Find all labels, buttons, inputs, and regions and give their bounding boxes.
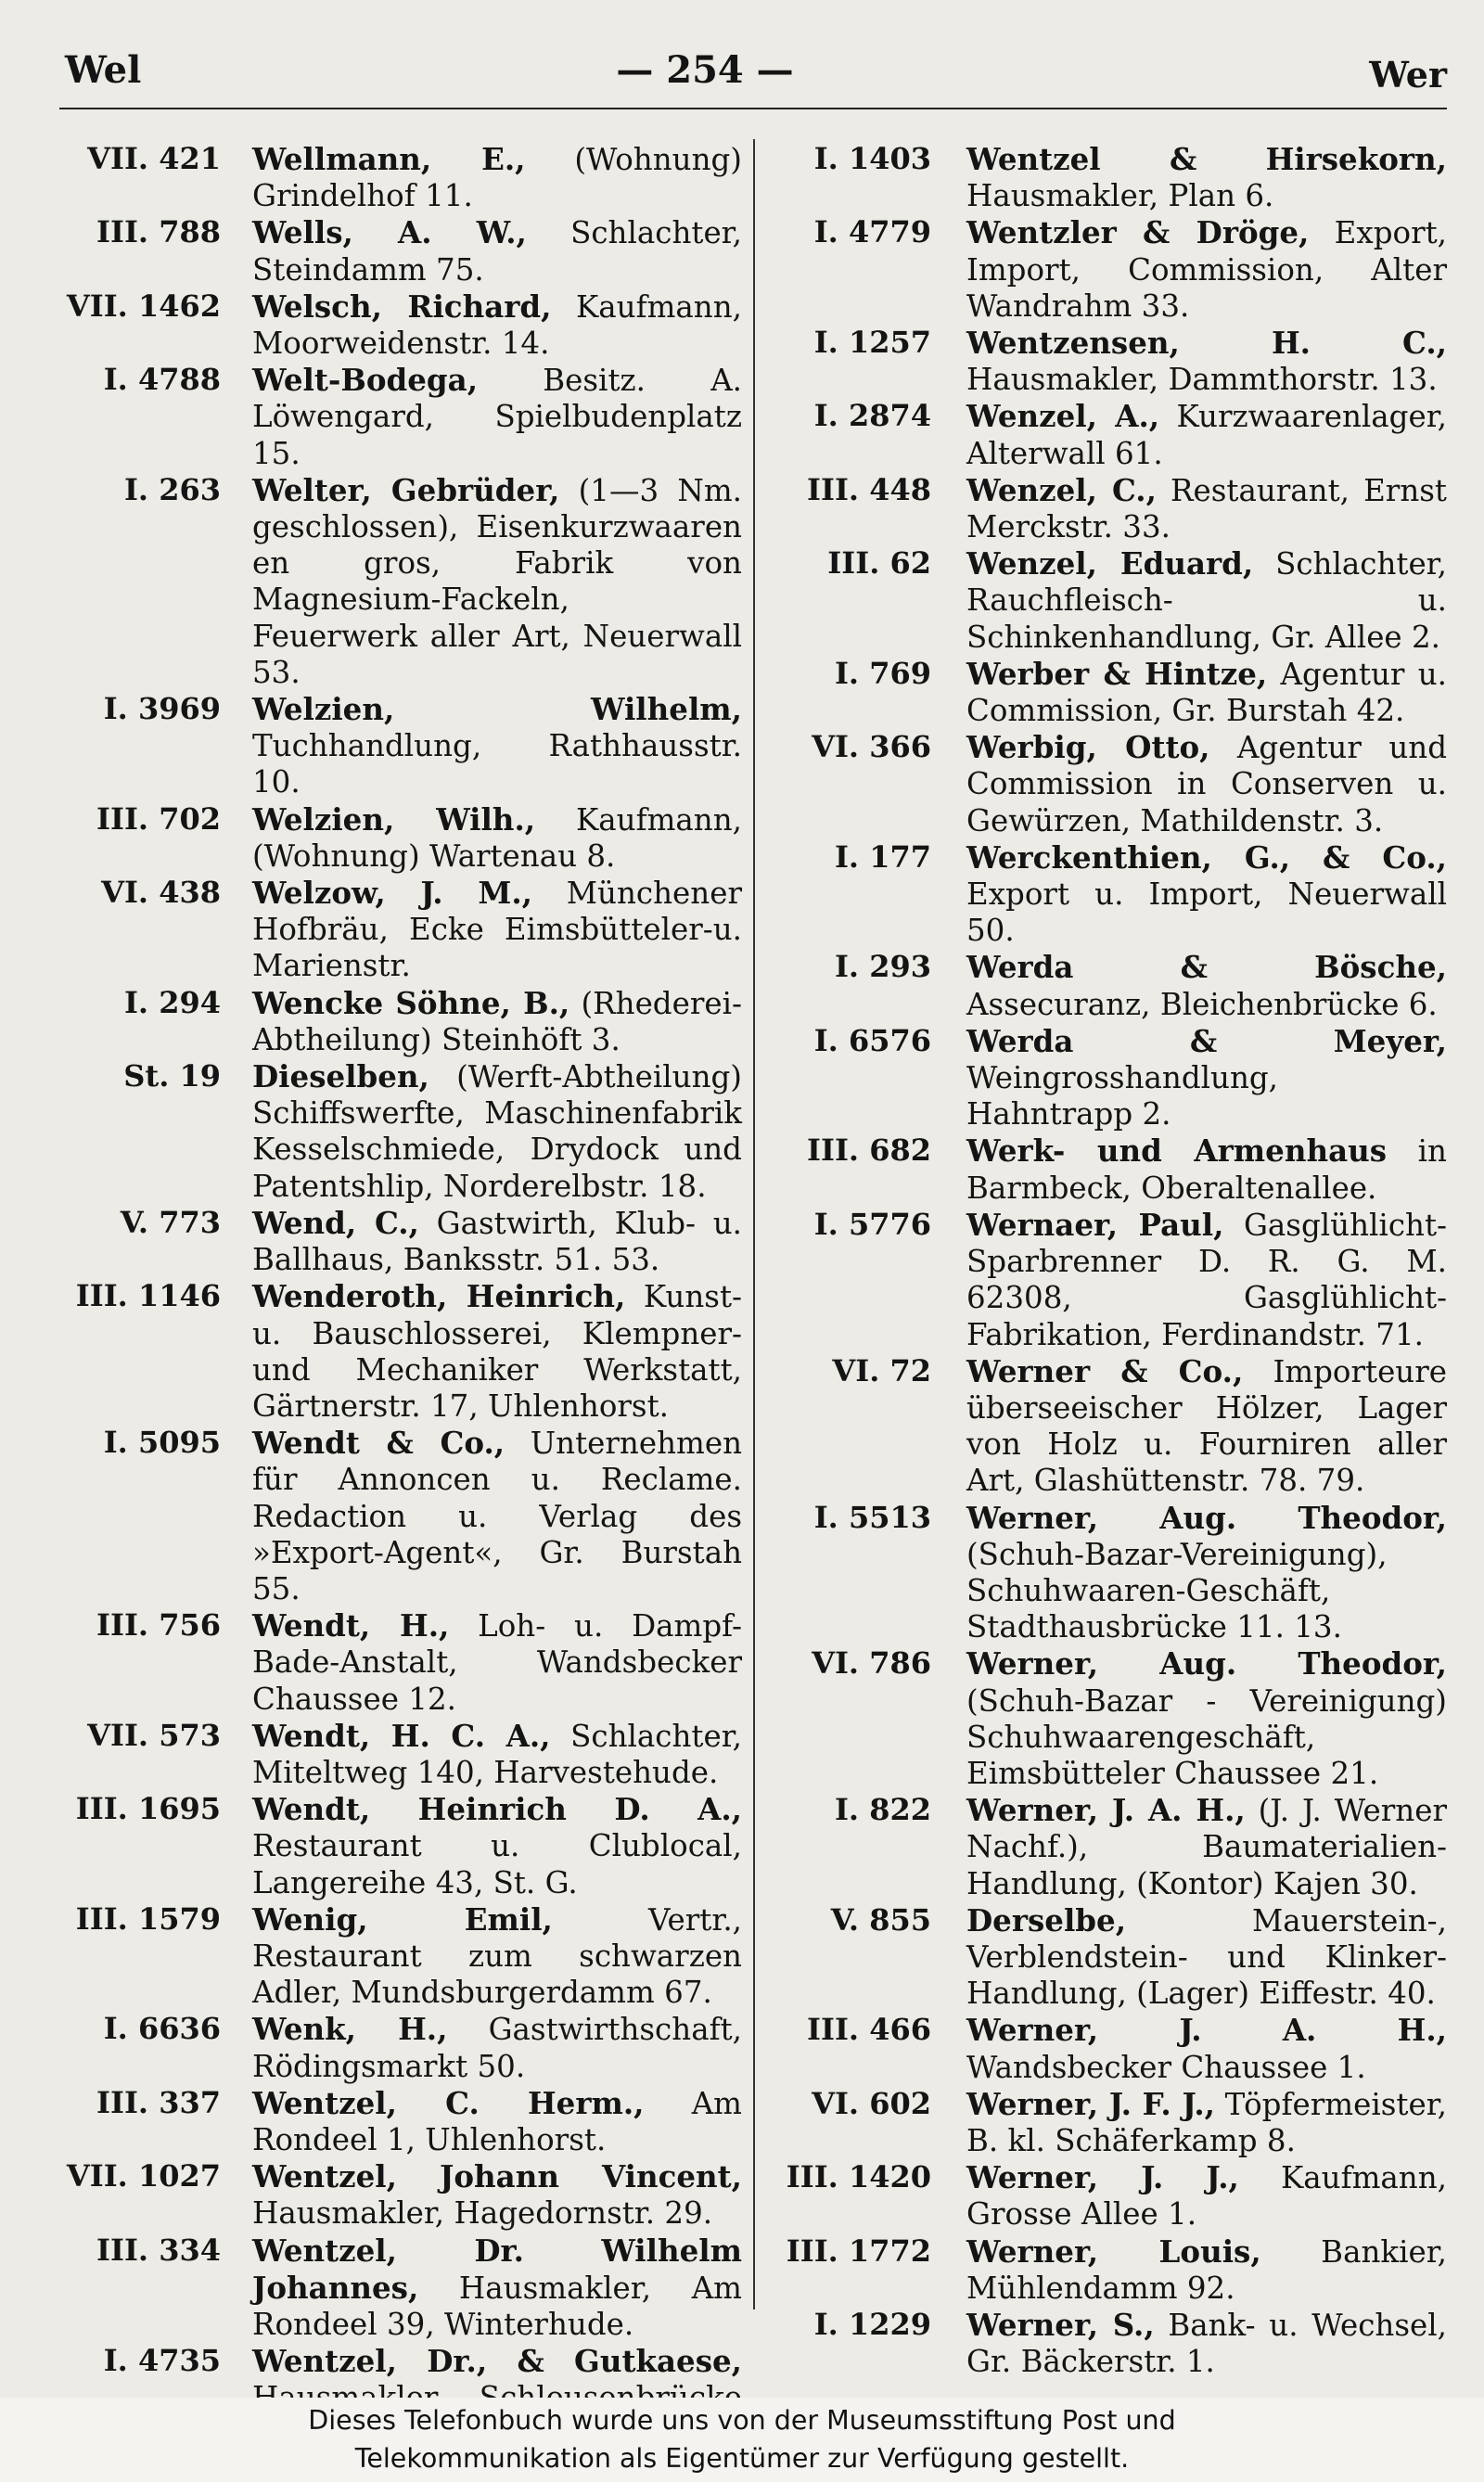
directory-entry <box>56 875 742 985</box>
phone-number: I. 1229 <box>813 2306 931 2342</box>
phone-number: VII. 1462 <box>66 288 221 324</box>
entry-name: Werber & Hintze, <box>966 655 1268 692</box>
entry-text <box>966 2307 1447 2380</box>
entry-name: Wendt, H., <box>252 1607 450 1644</box>
entry-text <box>966 1207 1447 1353</box>
entry-text <box>966 839 1447 950</box>
entry-name: Werner, J. A. H., <box>966 1792 1246 1829</box>
entry-details: Kaufmann, Grosse Allee 1. <box>966 2160 1447 2233</box>
directory-entry <box>770 2086 1447 2159</box>
entry-text <box>966 2233 1447 2307</box>
directory-entry <box>56 2158 742 2232</box>
directory-entry <box>56 985 742 1058</box>
entry-name: Welzien, Wilhelm, <box>252 691 742 728</box>
phone-number: VI. 72 <box>832 1352 931 1388</box>
entry-text <box>252 801 742 875</box>
entry-text <box>252 1901 742 2012</box>
directory-entry <box>770 656 1447 729</box>
entry-name: Werner, S., <box>966 2306 1155 2343</box>
entry-text <box>966 398 1447 471</box>
entry-text <box>252 214 742 288</box>
entry-details: Besitz. A. Löwengard, Spielbudenplatz 15. <box>252 363 742 471</box>
directory-entry <box>770 1353 1447 1500</box>
entry-name: Werckenthien, G., & Co., <box>966 838 1447 876</box>
directory-entry <box>770 949 1447 1022</box>
phone-number: III. 1772 <box>786 2233 931 2269</box>
entry-name: Wentzel, Johann Vincent, <box>252 2158 742 2195</box>
entry-name: Werner, Aug. Theodor, <box>966 1645 1447 1682</box>
phone-number: VI. 602 <box>812 2085 931 2121</box>
entry-details: (Werft-Abtheilung) Schiffswerfte, Maschinenfabrik Kesselschmiede, Drydock und Patentshlip, Norderelbstr. 18. <box>252 1059 742 1204</box>
entry-name: Welt-Bodega, <box>252 362 479 399</box>
entry-details: Hausmakler, Hagedornstr. 29. <box>252 2195 713 2232</box>
phone-number: I. 5513 <box>813 1499 931 1535</box>
phone-number: VII. 573 <box>87 1717 221 1753</box>
entry-text <box>966 1645 1447 1792</box>
directory-entry <box>770 729 1447 839</box>
entry-name: Welzow, J. M., <box>252 875 532 912</box>
phone-number: VII. 421 <box>87 141 221 176</box>
entry-details: Hausmakler, Am Rondeel 39, Winterhude. <box>252 2270 742 2342</box>
entry-text <box>252 985 742 1058</box>
entry-details: Mauerstein-, Verblendstein- und Klinker-Handlung, (Lager) Eiffestr. 40. <box>966 1902 1447 2012</box>
directory-entry <box>56 362 742 472</box>
directory-entry <box>770 1645 1447 1792</box>
entry-text <box>966 325 1447 398</box>
phone-number: V. 773 <box>120 1204 221 1240</box>
entry-details: Assecuranz, Bleichenbrücke 6. <box>966 986 1438 1022</box>
entry-name: Dieselben, <box>252 1058 429 1095</box>
phone-number: I. 294 <box>123 984 221 1020</box>
entry-details: (Schuh-Bazar-Vereinigung), Schuhwaaren-Geschäft, Stadthausbrücke 11. 13. <box>966 1536 1388 1645</box>
entry-name: Werner & Co., <box>966 1352 1244 1389</box>
phone-number: I. 4788 <box>103 362 221 398</box>
entry-name: Wendt, Heinrich D. A., <box>252 1791 742 1828</box>
entry-name: Welzien, Wilh., <box>252 800 536 838</box>
entry-text <box>252 1205 742 1278</box>
entry-details: Kaufmann, (Wohnung) Wartenau 8. <box>252 801 742 874</box>
phone-number: I. 263 <box>123 471 221 507</box>
entry-name: Werner, J. F. J., <box>966 2085 1215 2122</box>
directory-entry <box>56 2233 742 2344</box>
entry-details: Kaufmann, Moorweidenstr. 14. <box>252 288 742 362</box>
entry-text <box>252 875 742 985</box>
directory-entry <box>770 1207 1447 1353</box>
phone-number: III. 448 <box>807 471 931 507</box>
directory-entry <box>56 691 742 801</box>
footer-line-2: Telekommunikation als Eigentümer zur Verfügung gestellt. <box>354 2443 1130 2474</box>
phone-number: III. 466 <box>807 2012 931 2048</box>
entry-name: Werbig, Otto, <box>966 729 1210 766</box>
phone-number: III. 1579 <box>75 1900 221 1937</box>
footer-note <box>0 2398 1484 2482</box>
entry-name: Wendt & Co., <box>252 1425 505 1462</box>
entry-name: Welter, Gebrüder, <box>252 471 560 508</box>
entry-name: Wentzel, C. Herm., <box>252 2084 645 2121</box>
directory-entry <box>770 214 1447 325</box>
entry-name: Wernaer, Paul, <box>966 1206 1224 1243</box>
entry-text <box>252 1058 742 1205</box>
entry-name: Derselbe, <box>966 1901 1127 1938</box>
column-divider <box>753 139 755 2309</box>
entry-text <box>252 1607 742 1718</box>
directory-entry <box>56 1278 742 1425</box>
entry-details: Gastwirth, Klub- u. Ballhaus, Banksstr. 51. 53. <box>252 1205 743 1278</box>
entry-text <box>252 2158 742 2232</box>
phone-number: III. 334 <box>96 2232 221 2268</box>
entry-text <box>966 545 1447 656</box>
directory-entry <box>770 141 1447 214</box>
entry-text <box>252 288 742 362</box>
directory-entry <box>56 141 742 214</box>
directory-entry <box>56 801 742 875</box>
entry-text <box>966 729 1447 839</box>
entry-details: Schlachter, Rauchfleisch- u. Schinkenhandlung, Gr. Allee 2. <box>966 546 1447 655</box>
entry-details: Unternehmen für Annoncen u. Reclame. Redaction u. Verlag des »Export-Agent«, Gr. Burstah 55. <box>252 1426 743 1606</box>
directory-entry <box>770 839 1447 950</box>
phone-number: I. 4735 <box>103 2343 221 2379</box>
phone-number: I. 4779 <box>813 214 931 250</box>
directory-entry <box>56 2085 742 2158</box>
entry-details: Restaurant, Ernst Merckstr. 33. <box>966 472 1447 545</box>
header-divider <box>59 108 1447 109</box>
directory-entry <box>770 2233 1447 2307</box>
phone-number: I. 2874 <box>813 398 931 434</box>
phone-number: VI. 786 <box>812 1645 931 1682</box>
directory-entry <box>770 1902 1447 2013</box>
directory-entry <box>770 2159 1447 2233</box>
header-right-keyword: Wer <box>1369 54 1447 96</box>
entry-text <box>966 141 1447 214</box>
phone-number: III. 1420 <box>786 2159 931 2195</box>
entry-details: Töpfermeister, B. kl. Schäferkamp 8. <box>966 2086 1447 2158</box>
entry-text <box>966 2159 1447 2233</box>
phone-number: III. 788 <box>96 214 221 250</box>
phone-number: I. 769 <box>834 655 931 691</box>
entry-details: Kurzwaarenlager, Alterwall 61. <box>966 399 1447 471</box>
entry-name: Wend, C., <box>252 1204 419 1241</box>
directory-entry <box>56 1205 742 1278</box>
right-column <box>770 141 1447 2380</box>
entry-text <box>252 1425 742 1607</box>
entry-name: Wentzel, Dr., & Gutkaese, <box>252 2343 742 2380</box>
entry-text <box>252 691 742 801</box>
entry-text <box>966 214 1447 325</box>
entry-details: Schlachter, Miteltweg 140, Harvestehude. <box>252 1718 742 1790</box>
phone-number: I. 5095 <box>103 1425 221 1461</box>
entry-details: Gastwirthschaft, Rödingsmarkt 50. <box>252 2012 742 2084</box>
entry-details: (Schuh-Bazar - Vereinigung) Schuhwaarengeschäft, Eimsbütteler Chaussee 21. <box>966 1682 1447 1791</box>
page-number: — 254 — <box>616 48 794 92</box>
directory-entry <box>56 1425 742 1607</box>
entry-details: (1—3 Nm. geschlossen), Eisenkurzwaaren en gros, Fabrik von Magnesium-Fackeln, Feuerwerk aller Art, Neuerwall 53. <box>252 472 742 690</box>
entry-details: Weingrosshandlung, Hahntrapp 2. <box>966 1060 1279 1132</box>
entry-text <box>966 1500 1447 1646</box>
entry-text <box>252 1791 742 1901</box>
entry-text <box>966 2012 1447 2085</box>
page-header <box>65 45 1447 106</box>
entry-name: Wencke Söhne, B., <box>252 984 570 1021</box>
entry-name: Werda & Meyer, <box>966 1022 1447 1059</box>
entry-text <box>966 1792 1447 1902</box>
entry-text <box>252 2233 742 2344</box>
entry-details: Am Rondeel 1, Uhlenhorst. <box>252 2085 742 2157</box>
directory-entry <box>56 472 742 691</box>
phone-number: III. 1695 <box>75 1791 221 1827</box>
entry-details: in Barmbeck, Oberaltenallee. <box>966 1133 1447 1206</box>
phone-number: I. 1403 <box>813 141 931 176</box>
entry-text <box>966 472 1447 545</box>
entry-text <box>966 1023 1447 1133</box>
entry-name: Wentzel & Hirsekorn, <box>966 141 1447 177</box>
entry-text <box>252 362 742 472</box>
left-column <box>56 141 742 2453</box>
entry-details: Importeure überseeischer Hölzer, Lager von Holz u. Fourniren aller Art, Glashüttenstr. 78. 79. <box>966 1353 1448 1499</box>
entry-text <box>252 141 742 214</box>
directory-entry <box>770 1792 1447 1902</box>
header-left-keyword: Wel <box>65 48 142 92</box>
entry-details: Kunst- u. Bauschlosserei, Klempner- und Mechaniker Werkstatt, Gärtnerstr. 17, Uhlenhorst. <box>252 1279 742 1424</box>
entry-details: Bankier, Mühlendamm 92. <box>966 2233 1447 2306</box>
directory-entry <box>770 1023 1447 1133</box>
entry-details: Loh- u. Dampf-Bade-Anstalt, Wandsbecker Chaussee 12. <box>252 1608 742 1717</box>
directory-entry <box>56 1718 742 1791</box>
entry-name: Werner, J. J., <box>966 2159 1239 2196</box>
footer-line-1: Dieses Telefonbuch wurde uns von der Museumsstiftung Post und <box>308 2405 1176 2436</box>
phone-number: I. 6576 <box>813 1022 931 1058</box>
entry-name: Wenig, Emil, <box>252 1900 553 1938</box>
phone-number: I. 293 <box>834 949 931 985</box>
entry-text <box>966 656 1447 729</box>
entry-name: Wentzler & Dröge, <box>966 214 1310 251</box>
phone-number: V. 855 <box>830 1901 931 1938</box>
entry-name: Wenzel, A., <box>966 398 1160 435</box>
directory-entry <box>770 1132 1447 1206</box>
entry-details: (Rhederei-Abtheilung) Steinhöft 3. <box>252 985 742 1057</box>
directory-entry <box>56 1901 742 2012</box>
entry-name: Wellmann, E., <box>252 141 526 177</box>
directory-entry <box>770 2012 1447 2085</box>
phone-number: III. 62 <box>827 545 931 582</box>
phone-number: I. 822 <box>834 1792 931 1828</box>
entry-text <box>252 472 742 691</box>
phone-number: I. 1257 <box>813 325 931 361</box>
phone-number: I. 177 <box>834 838 931 875</box>
entry-name: Wenderoth, Heinrich, <box>252 1278 626 1315</box>
entry-details: Hausmakler, Plan 6. <box>966 178 1274 214</box>
entry-text <box>966 2086 1447 2159</box>
entry-name: Wendt, H. C. A., <box>252 1717 551 1754</box>
phone-number: III. 682 <box>807 1132 931 1169</box>
phone-number: VI. 366 <box>812 729 931 765</box>
directory-entry <box>56 1791 742 1901</box>
entry-name: Werner, Aug. Theodor, <box>966 1499 1447 1536</box>
entry-details: Export u. Import, Neuerwall 50. <box>966 876 1447 949</box>
entry-text <box>252 1718 742 1791</box>
directory-entry <box>56 214 742 288</box>
entry-details: (J. J. Werner Nachf.), Baumaterialien-Handlung, (Kontor) Kajen 30. <box>966 1793 1447 1901</box>
entry-text <box>252 1278 742 1425</box>
phone-number: St. 19 <box>123 1058 221 1094</box>
phone-number: I. 3969 <box>103 691 221 727</box>
entry-name: Wenzel, C., <box>966 471 1157 508</box>
entry-text <box>966 949 1447 1022</box>
directory-entry <box>770 398 1447 471</box>
entry-details: Hausmakler, Dammthorstr. 13. <box>966 362 1438 398</box>
directory-entry <box>770 1500 1447 1646</box>
phone-number: VI. 438 <box>101 875 221 911</box>
entry-details: Restaurant u. Clublocal, Langereihe 43, St. G. <box>252 1828 742 1900</box>
directory-entry <box>770 325 1447 398</box>
entry-details: Wandsbecker Chaussee 1. <box>966 2049 1366 2085</box>
phone-number: VII. 1027 <box>66 2158 221 2194</box>
entry-name: Welsch, Richard, <box>252 288 552 325</box>
directory-entry <box>56 2011 742 2084</box>
entry-details: (Wohnung) Grindelhof 11. <box>252 142 742 214</box>
entry-details: Vertr., Restaurant zum schwarzen Adler, Mundsburgerdamm 67. <box>252 1901 742 2011</box>
phone-number: I. 6636 <box>103 2011 221 2047</box>
phone-number: I. 5776 <box>813 1206 931 1242</box>
entry-details: Tuchhandlung, Rathhausstr. 10. <box>252 728 742 800</box>
directory-entry <box>770 545 1447 656</box>
phone-number: III. 756 <box>96 1607 221 1644</box>
phone-number: III. 702 <box>96 800 221 837</box>
entry-details: Schlachter, Steindamm 75. <box>252 215 742 288</box>
entry-name: Werner, J. A. H., <box>966 2012 1447 2049</box>
entry-details: Export, Import, Commission, Alter Wandrahm 33. <box>966 215 1447 324</box>
entry-name: Wentzel, Dr. Wilhelm Johannes, <box>252 2232 742 2306</box>
entry-name: Werner, Louis, <box>966 2233 1261 2270</box>
entry-text <box>252 2085 742 2158</box>
directory-entry <box>770 472 1447 545</box>
entry-details: Agentur u. Commission, Gr. Burstah 42. <box>966 656 1447 729</box>
entry-name: Wentzensen, H. C., <box>966 325 1447 362</box>
entry-name: Wenzel, Eduard, <box>966 545 1254 582</box>
phone-number: III. 337 <box>96 2084 221 2120</box>
entry-name: Wenk, H., <box>252 2011 448 2048</box>
entry-name: Wells, A. W., <box>252 214 527 251</box>
directory-entry <box>770 2307 1447 2380</box>
entry-details: Münchener Hofbräu, Ecke Eimsbütteler-u. Marienstr. <box>252 876 742 984</box>
entry-text <box>966 1132 1447 1206</box>
phone-number: III. 1146 <box>75 1278 221 1314</box>
entry-name: Werda & Bösche, <box>966 949 1447 986</box>
directory-entry <box>56 1058 742 1205</box>
entry-details: Gasglühlicht-Sparbrenner D. R. G. M. 62308, Gasglühlicht-Fabrikation, Ferdinandstr. 71. <box>966 1207 1447 1352</box>
entry-text <box>966 1353 1447 1500</box>
directory-entry <box>56 1607 742 1718</box>
entry-text <box>252 2011 742 2084</box>
directory-entry <box>56 288 742 362</box>
entry-text <box>966 1902 1447 2013</box>
entry-details: Agentur und Commission in Conserven u. Gewürzen, Mathildenstr. 3. <box>966 730 1447 838</box>
entry-name: Werk- und Armenhaus <box>966 1132 1388 1170</box>
entry-details: Bank- u. Wechsel, Gr. Bäckerstr. 1. <box>966 2307 1447 2380</box>
